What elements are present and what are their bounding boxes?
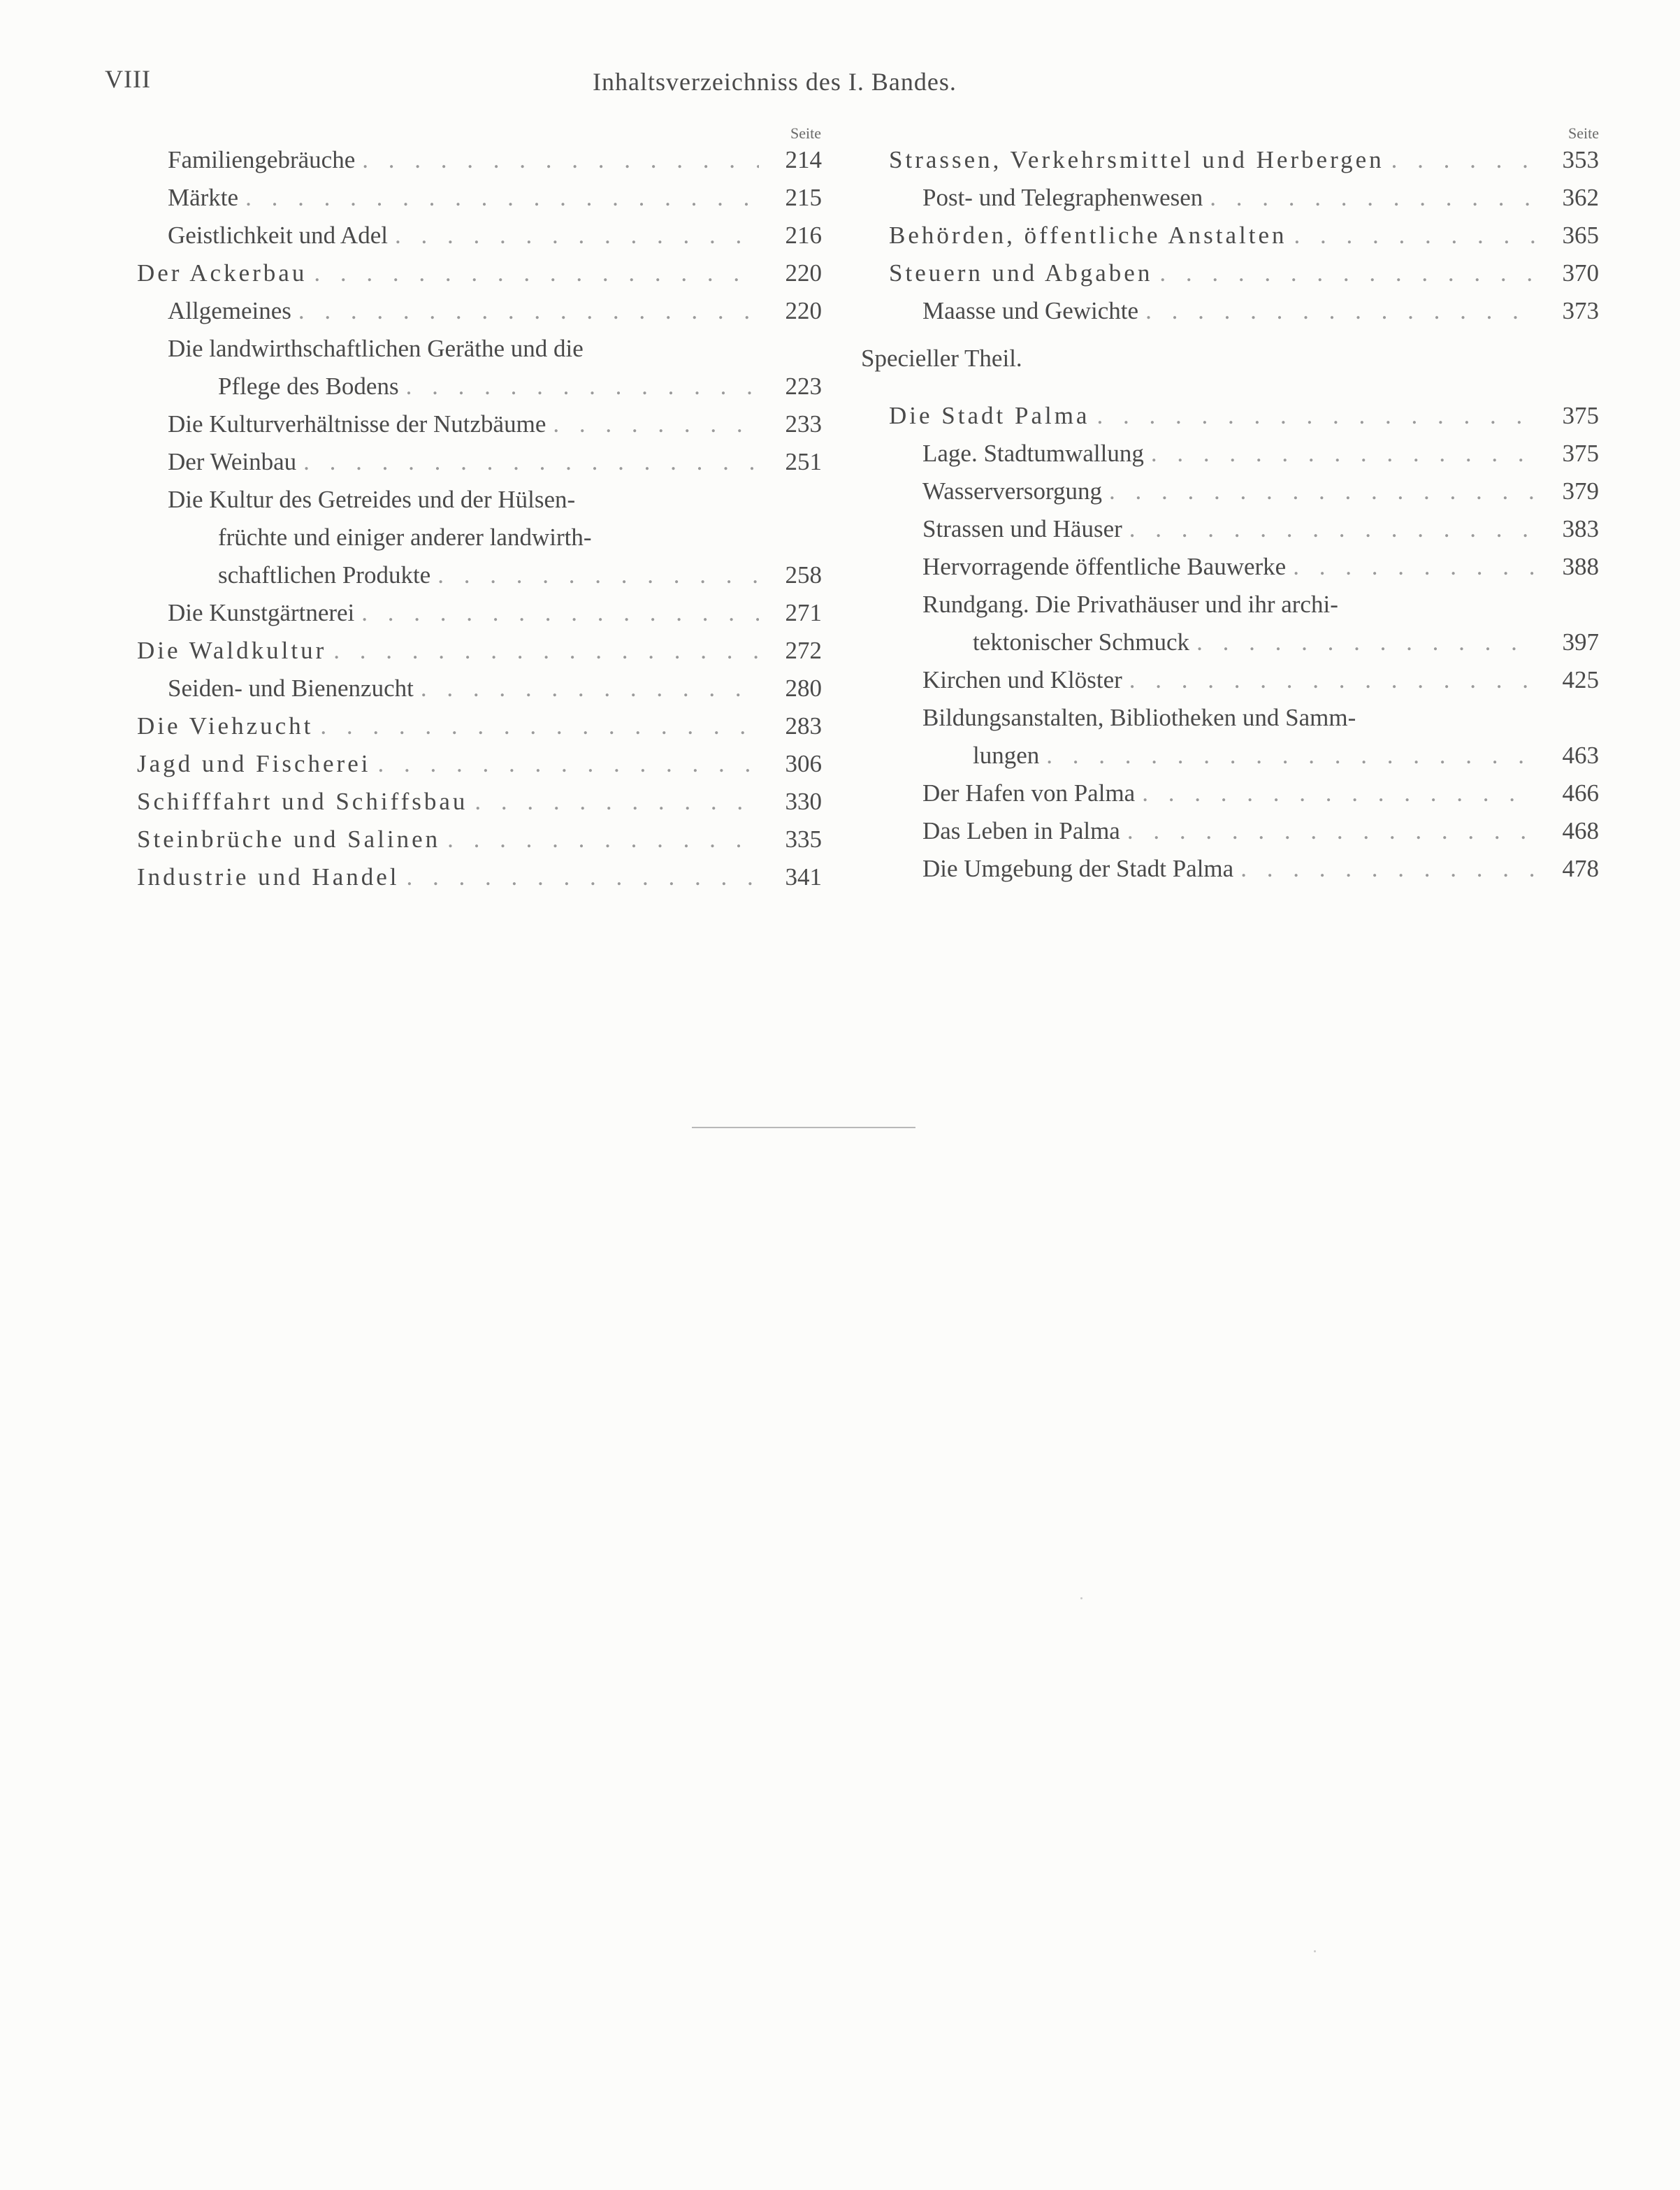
toc-page-number: 220	[785, 259, 822, 287]
section-heading: Specieller Theil.	[861, 345, 1022, 372]
toc-entry-title: tektonischer Schmuck	[973, 628, 1190, 656]
dot-leader	[1127, 812, 1536, 850]
seite-label-left: Seite	[790, 124, 821, 142]
toc-page-number: 425	[1562, 666, 1599, 693]
toc-page-number: 283	[785, 712, 822, 740]
toc-page-number: 388	[1562, 553, 1599, 580]
toc-page-number: 466	[1562, 779, 1599, 807]
dot-leader	[406, 368, 759, 405]
toc-entry-title: Familiengebräuche	[168, 146, 356, 173]
dot-leader	[377, 745, 759, 783]
toc-entry-title: Märkte	[168, 184, 239, 211]
toc-entry-title: Die Viehzucht	[137, 712, 314, 740]
toc-entry-title: Steinbrüche und Salinen	[137, 826, 441, 853]
toc-entry	[137, 858, 822, 896]
dot-leader	[1293, 548, 1536, 586]
toc-entry	[889, 586, 1599, 661]
toc-page-number: 251	[785, 448, 822, 475]
toc-entry	[889, 397, 1599, 435]
toc-entry-title: Der Weinbau	[168, 448, 297, 475]
toc-entry-title: Jagd und Fischerei	[137, 750, 371, 777]
dot-leader	[1210, 179, 1536, 217]
dot-leader	[245, 179, 759, 217]
toc-page-number: 216	[785, 222, 822, 249]
toc-entry	[137, 670, 822, 707]
toc-entry-title: Die Kulturverhältnisse der Nutzbäume	[168, 410, 546, 438]
dot-leader	[1129, 661, 1536, 699]
paper-speck	[1314, 1950, 1316, 1952]
toc-entry-title: Strassen und Häuser	[922, 515, 1122, 542]
toc-entry	[137, 217, 822, 254]
dot-leader	[1096, 397, 1536, 435]
toc-page-number: 463	[1562, 742, 1599, 769]
toc-right-column	[861, 141, 1599, 888]
toc-entry	[889, 548, 1599, 586]
toc-entry	[889, 141, 1599, 179]
toc-entry	[137, 405, 822, 443]
toc-entry-title: Die Kunstgärtnerei	[168, 599, 355, 626]
dot-leader	[314, 254, 759, 292]
dot-leader	[1109, 473, 1536, 510]
toc-entry-title-line: Die Kultur des Getreides und der Hülsen-	[168, 486, 576, 513]
toc-entry	[137, 292, 822, 330]
toc-page-number: 214	[785, 146, 822, 173]
toc-entry-title: Der Hafen von Palma	[922, 779, 1136, 807]
toc-entry	[137, 594, 822, 632]
toc-entry-title-line: Rundgang. Die Privathäuser und ihr archi-	[922, 591, 1338, 618]
toc-entry	[137, 141, 822, 179]
toc-page-number: 397	[1562, 628, 1599, 656]
toc-page-number: 375	[1562, 402, 1599, 429]
toc-entry-title: Lage. Stadtumwallung	[922, 440, 1144, 467]
toc-page-number: 223	[785, 373, 822, 400]
toc-entry-title: Maasse und Gewichte	[922, 297, 1139, 324]
toc-entry	[889, 812, 1599, 850]
toc-page-number: 272	[785, 637, 822, 664]
toc-page-number: 362	[1562, 184, 1599, 211]
toc-page-number: 375	[1562, 440, 1599, 467]
toc-page-number: 215	[785, 184, 822, 211]
dot-leader	[320, 707, 759, 745]
toc-page-number: 306	[785, 750, 822, 777]
separator-rule	[692, 1127, 915, 1128]
dot-leader	[406, 858, 759, 896]
toc-page-number: 370	[1562, 259, 1599, 287]
toc-page-number: 468	[1562, 817, 1599, 844]
toc-entry-title: Industrie und Handel	[137, 863, 400, 891]
toc-page-number: 258	[785, 561, 822, 589]
dot-leader	[1159, 254, 1536, 292]
toc-entry-title: Die Stadt Palma	[889, 402, 1090, 429]
toc-entry	[889, 510, 1599, 548]
toc-entry	[137, 330, 822, 405]
toc-page-number: 280	[785, 675, 822, 702]
toc-entry-title: Steuern und Abgaben	[889, 259, 1153, 287]
toc-entry	[889, 661, 1599, 699]
toc-entry	[137, 745, 822, 783]
toc-entry-title: Pflege des Bodens	[218, 373, 399, 400]
toc-entry	[889, 254, 1599, 292]
toc-page-number: 383	[1562, 515, 1599, 542]
toc-entry-title: Die Waldkultur	[137, 637, 327, 664]
dot-leader	[298, 292, 759, 330]
dot-leader	[333, 632, 759, 670]
toc-entry	[889, 775, 1599, 812]
toc-entry-title-line: Die landwirthschaftlichen Geräthe und die	[168, 335, 584, 362]
toc-entry-title: Wasserversorgung	[922, 477, 1103, 505]
toc-entry	[137, 179, 822, 217]
toc-entry	[889, 473, 1599, 510]
dot-leader	[447, 821, 759, 858]
toc-entry-title: Kirchen und Klöster	[922, 666, 1122, 693]
dot-leader	[1046, 737, 1536, 775]
toc-entry-title: Hervorragende öffentliche Bauwerke	[922, 553, 1287, 580]
toc-entry-title: Geistlichkeit und Adel	[168, 222, 388, 249]
toc-left-column	[137, 141, 822, 896]
toc-entry	[889, 179, 1599, 217]
toc-entry	[137, 632, 822, 670]
dot-leader	[1391, 141, 1536, 179]
dot-leader	[1240, 850, 1536, 888]
dot-leader	[303, 443, 759, 481]
dot-leader	[553, 405, 759, 443]
dot-leader	[1142, 775, 1536, 812]
toc-page-number: 341	[785, 863, 822, 891]
toc-entry	[137, 443, 822, 481]
toc-entry	[889, 217, 1599, 254]
toc-entry-title-line: früchte und einiger anderer landwirth-	[218, 524, 592, 551]
dot-leader	[1196, 624, 1536, 661]
toc-entry-title: Allgemeines	[168, 297, 291, 324]
running-title: Inhaltsverzeichniss des I. Bandes.	[593, 68, 957, 96]
toc-page-number: 271	[785, 599, 822, 626]
toc-entry-title: Schifffahrt und Schiffsbau	[137, 788, 468, 815]
dot-leader	[437, 556, 759, 594]
toc-entry-title: lungen	[973, 742, 1040, 769]
toc-entry	[137, 783, 822, 821]
toc-entry	[137, 254, 822, 292]
paper-speck	[1080, 1597, 1082, 1599]
toc-page-number: 335	[785, 826, 822, 853]
dot-leader	[362, 141, 759, 179]
page-number: VIII	[105, 65, 151, 93]
dot-leader	[1145, 292, 1536, 330]
seite-label-right: Seite	[1568, 124, 1599, 142]
toc-entry-title: Das Leben in Palma	[922, 817, 1120, 844]
toc-entry	[137, 707, 822, 745]
dot-leader	[421, 670, 759, 707]
toc-entry	[137, 481, 822, 594]
toc-entry-title-line: Bildungsanstalten, Bibliotheken und Samm-	[922, 704, 1356, 731]
toc-page-number: 233	[785, 410, 822, 438]
toc-entry	[137, 821, 822, 858]
toc-entry	[889, 435, 1599, 473]
dot-leader	[1294, 217, 1536, 254]
toc-page-number: 220	[785, 297, 822, 324]
dot-leader	[475, 783, 759, 821]
toc-page-number: 478	[1562, 855, 1599, 882]
toc-page-number: 379	[1562, 477, 1599, 505]
toc-entry-title: Seiden- und Bienenzucht	[168, 675, 414, 702]
toc-entry-title: Post- und Telegraphenwesen	[922, 184, 1203, 211]
toc-entry-title: Der Ackerbau	[137, 259, 307, 287]
toc-page-number: 353	[1562, 146, 1599, 173]
dot-leader	[1129, 510, 1536, 548]
toc-entry	[889, 699, 1599, 775]
dot-leader	[361, 594, 759, 632]
toc-page-number: 365	[1562, 222, 1599, 249]
toc-entry-title: Behörden, öffentliche Anstalten	[889, 222, 1287, 249]
toc-entry-title: Die Umgebung der Stadt Palma	[922, 855, 1234, 882]
dot-leader	[395, 217, 759, 254]
toc-entry-title: schaftlichen Produkte	[218, 561, 431, 589]
toc-entry	[889, 292, 1599, 330]
toc-page-number: 373	[1562, 297, 1599, 324]
dot-leader	[1151, 435, 1536, 473]
toc-entry	[889, 850, 1599, 888]
toc-page-number: 330	[785, 788, 822, 815]
toc-entry-title: Strassen, Verkehrsmittel und Herbergen	[889, 146, 1384, 173]
